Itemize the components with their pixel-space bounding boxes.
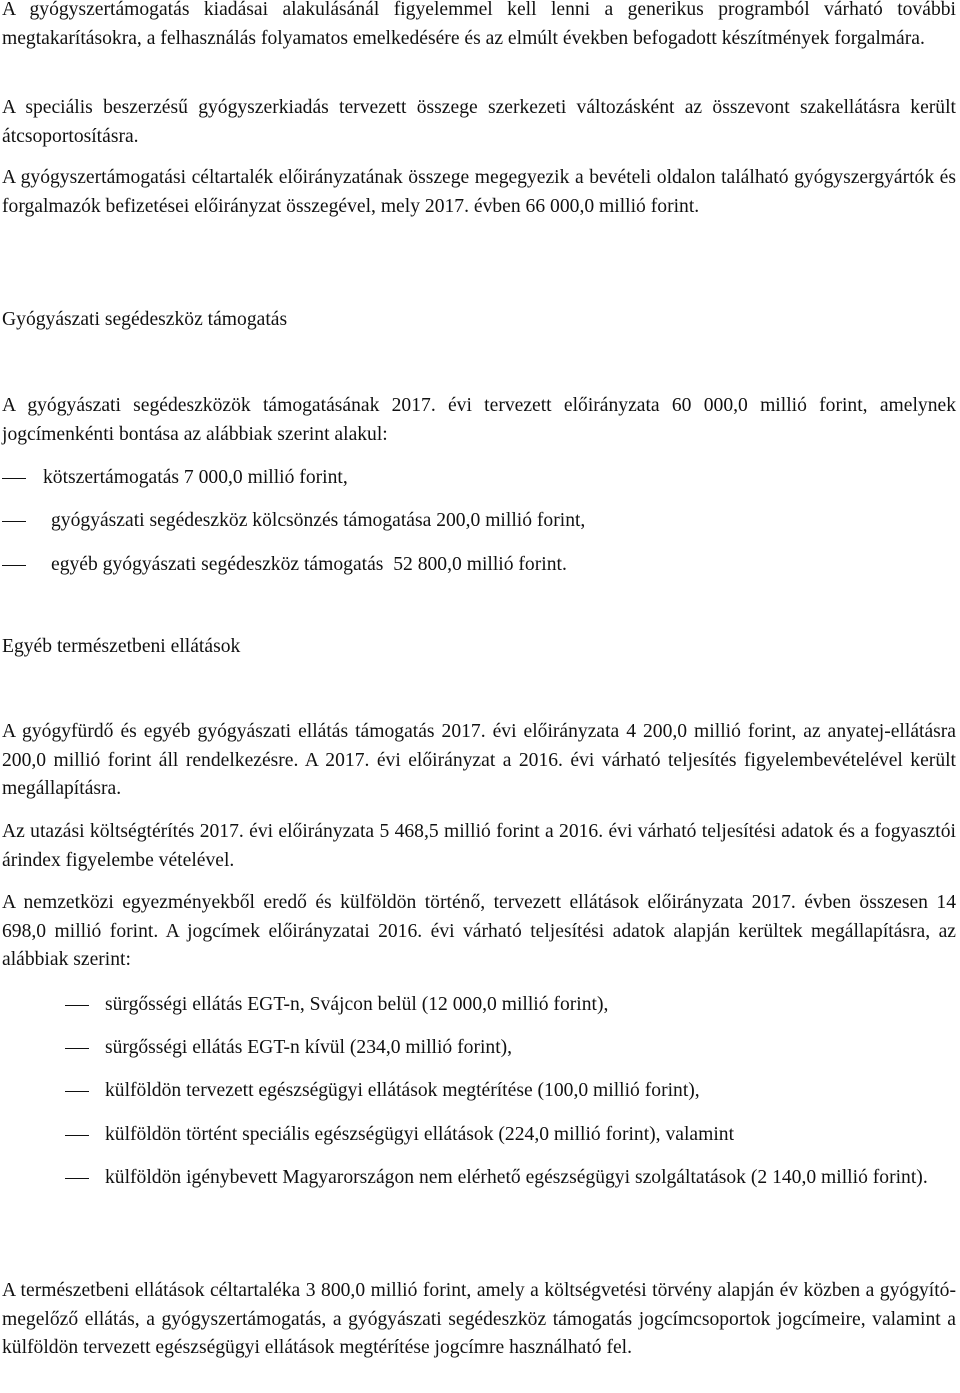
dash-icon xyxy=(2,565,26,566)
paragraph-spa-support: A gyógyfürdő és egyéb gyógyászati ellátás támogatás 2017. évi előirányzata 4 200,0 millió forint, az anyatej-ellátásra 200,0 millió forint áll rendelkezésre. A 2017. évi előirányzat a 2016. évi várható teljesítés figyelembevételével került megállapításra. xyxy=(2,721,956,800)
dash-icon xyxy=(2,478,26,479)
list-item-text: egyéb gyógyászati segédeszköz támogatás 52 800,0 millió forint. xyxy=(51,554,567,575)
paragraph-international: A nemzetközi egyezményekből eredő és külföldön történő, tervezett ellátások előirányzata 2017. évben összesen 14 698,0 millió forint. A jogcímek előirányzatai 2016. évi várható teljesítési adatok alapján kerültek megállapításra, az alábbiak szerint: xyxy=(2,892,956,971)
list-item xyxy=(0,1164,960,1224)
paragraph-reserve: A gyógyszertámogatási céltartalék előirányzatának összege megegyezik a bevételi oldalon található gyógyszergyártók és forgalmazók befizetései előirányzat összegével, mely 2017. évben 66 000,0 millió forint. xyxy=(2,167,956,217)
dash-icon xyxy=(65,1005,89,1006)
list-item-text: sürgősségi ellátás EGT-n kívül (234,0 millió forint), xyxy=(105,1037,513,1058)
paragraph-special-procurement: A speciális beszerzésű gyógyszerkiadás tervezett összege szerkezeti változásként az összevont szakellátásra került átcsoportosításra. xyxy=(2,97,956,147)
dash-icon xyxy=(65,1048,89,1049)
dash-icon xyxy=(65,1135,89,1136)
heading-medical-aids: Gyógyászati segédeszköz támogatás xyxy=(2,309,288,330)
list-item-text: külföldön történt speciális egészségügyi ellátások (224,0 millió forint), valamint xyxy=(105,1124,735,1145)
dash-icon xyxy=(65,1178,89,1179)
dash-icon xyxy=(65,1091,89,1092)
list-item-text: külföldön tervezett egészségügyi ellátások megtérítése (100,0 millió forint), xyxy=(105,1080,700,1101)
dash-icon xyxy=(2,521,26,522)
list-item-text: külföldön igénybevett Magyarországon nem elérhető egészségügyi szolgáltatások (2 140,0 millió forint). xyxy=(105,1167,928,1188)
list-item-text: kötszertámogatás 7 000,0 millió forint, xyxy=(43,467,348,488)
paragraph-medical-aids: A gyógyászati segédeszközök támogatásának 2017. évi tervezett előirányzata 60 000,0 millió forint, amelynek jogcímenkénti bontása az alábbiak szerint alakul: xyxy=(2,395,956,445)
list-item-text: gyógyászati segédeszköz kölcsönzés támogatása 200,0 millió forint, xyxy=(51,510,586,531)
heading-other-benefits: Egyéb természetbeni ellátások xyxy=(2,636,241,657)
paragraph-reserve-in-kind: A természetbeni ellátások céltartaléka 3 800,0 millió forint, amely a költségvetési törvény alapján év közben a gyógyító-megelőző ellátás, a gyógyszertámogatás, a gyógyászati segédeszköz támogatás jogcímcsoportok jogcímeire, valamint a külföldön tervezett egészségügyi ellátások megtérítése jogcímre használható fel. xyxy=(2,1280,956,1359)
paragraph-generic-savings: A gyógyszertámogatás kiadásai alakulásánál figyelemmel kell lenni a generikus programból várható további megtakarításokra, a felhasználás folyamatos emelkedésére és az elmúlt években befogadott készítmények forgalmára. xyxy=(2,0,956,49)
list-item-text: sürgősségi ellátás EGT-n, Svájcon belül (12 000,0 millió forint), xyxy=(105,994,609,1015)
paragraph-travel-costs: Az utazási költségtérítés 2017. évi előirányzata 5 468,5 millió forint a 2016. évi várható teljesítési adatok és a fogyasztói árindex figyelembe vételével. xyxy=(2,821,956,871)
